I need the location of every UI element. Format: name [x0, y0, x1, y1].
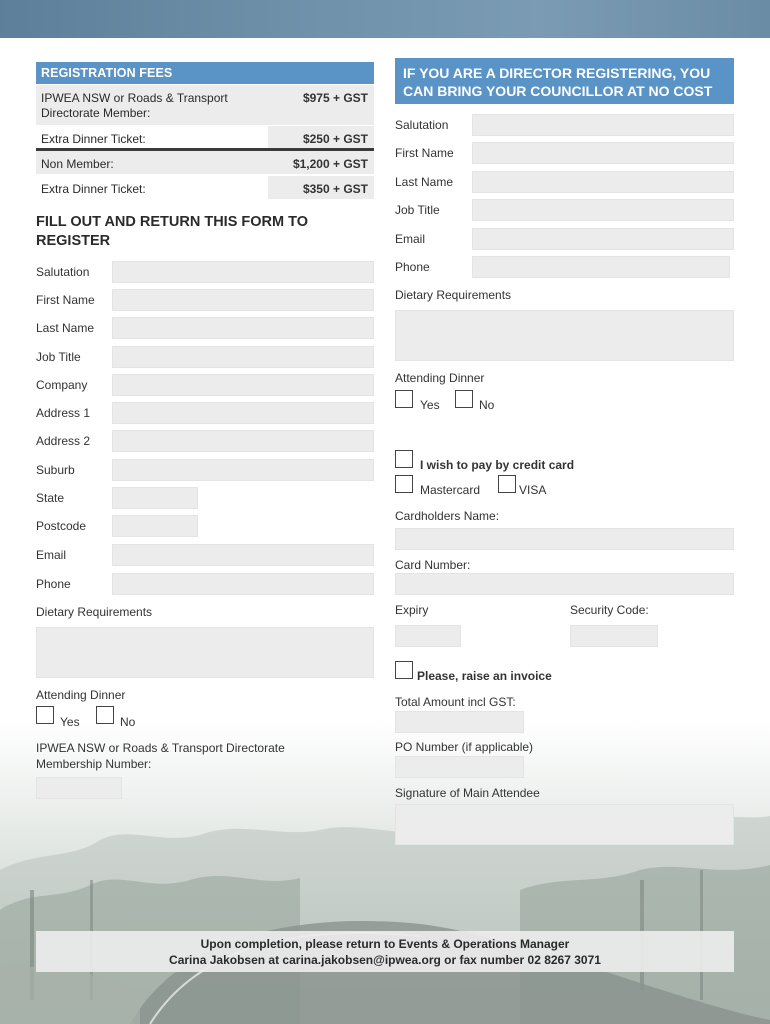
address2-input[interactable] [112, 430, 374, 452]
fee-row-non-member [36, 151, 374, 174]
total-amount-label: Total Amount incl GST: [395, 695, 516, 709]
suburb-label: Suburb [36, 463, 75, 477]
director-first-name-label: First Name [395, 146, 454, 160]
credit-card-label: I wish to pay by credit card [420, 458, 575, 472]
salutation-label: Salutation [36, 265, 90, 279]
attending-yes-label: Yes [60, 715, 80, 729]
company-input[interactable] [112, 374, 374, 396]
director-attending-yes-label: Yes [420, 398, 440, 412]
membership-label: IPWEA NSW or Roads & Transport Directorate Membership Number: [36, 741, 285, 771]
attending-yes-checkbox[interactable] [36, 706, 54, 724]
security-code-input[interactable] [570, 625, 658, 647]
card-number-input[interactable] [395, 573, 734, 595]
director-header: IF YOU ARE A DIRECTOR REGISTERING, YOU CAN BRING YOUR COUNCILLOR AT NO COST [395, 58, 734, 104]
director-dietary-label: Dietary Requirements [395, 288, 512, 302]
phone-label: Phone [36, 577, 71, 591]
director-last-name-input[interactable] [472, 171, 734, 193]
cardholder-input[interactable] [395, 528, 734, 550]
suburb-input[interactable] [112, 459, 374, 481]
attending-dinner-label: Attending Dinner [36, 688, 126, 702]
fee-price: $975 + GST [268, 85, 374, 125]
visa-checkbox[interactable] [498, 475, 516, 493]
po-number-label: PO Number (if applicable) [395, 740, 534, 754]
state-input[interactable] [112, 487, 198, 509]
fee-price: $1,200 + GST [268, 151, 374, 174]
po-number-input[interactable] [395, 756, 524, 778]
form-heading: FILL OUT AND RETURN THIS FORM TO REGISTER [36, 214, 308, 249]
footer-instructions [36, 931, 734, 972]
director-job-title-input[interactable] [472, 199, 734, 221]
invoice-checkbox[interactable] [395, 661, 413, 679]
fee-row-extra-dinner-member [36, 126, 374, 148]
attending-no-checkbox[interactable] [96, 706, 114, 724]
address1-label: Address 1 [36, 406, 91, 420]
director-attending-yes-checkbox[interactable] [395, 390, 413, 408]
fee-name: Extra Dinner Ticket: [41, 182, 146, 196]
fee-price: $350 + GST [268, 176, 374, 199]
postcode-input[interactable] [112, 515, 198, 537]
email-input[interactable] [112, 544, 374, 566]
state-label: State [36, 491, 65, 505]
director-attending-no-label: No [479, 398, 495, 412]
security-code-label: Security Code: [570, 603, 649, 617]
dietary-textarea[interactable] [36, 627, 374, 678]
first-name-input[interactable] [112, 289, 374, 311]
director-job-title-label: Job Title [395, 203, 440, 217]
credit-card-checkbox[interactable] [395, 450, 413, 468]
director-email-label: Email [395, 232, 426, 246]
dietary-label: Dietary Requirements [36, 605, 153, 619]
director-phone-label: Phone [395, 260, 430, 274]
last-name-label: Last Name [36, 321, 95, 335]
mastercard-checkbox[interactable] [395, 475, 413, 493]
email-label: Email [36, 548, 67, 562]
fee-name: Non Member: [36, 151, 268, 174]
director-attending-no-checkbox[interactable] [455, 390, 473, 408]
director-salutation-label: Salutation [395, 118, 449, 132]
cardholder-label: Cardholders Name: [395, 509, 500, 523]
postcode-label: Postcode [36, 519, 87, 533]
address2-label: Address 2 [36, 434, 91, 448]
salutation-input[interactable] [112, 261, 374, 283]
expiry-label: Expiry [395, 603, 429, 617]
header-banner [0, 0, 770, 38]
first-name-label: First Name [36, 293, 95, 307]
fee-name: Extra Dinner Ticket: [41, 132, 146, 146]
job-title-label: Job Title [36, 350, 81, 364]
fee-name: IPWEA NSW or Roads & Transport Directorate Member: [36, 85, 268, 125]
job-title-input[interactable] [112, 346, 374, 368]
phone-input[interactable] [112, 573, 374, 595]
footer-line-1: Upon completion, please return to Events & Operations Manager [200, 937, 570, 951]
registration-fees-header: REGISTRATION FEES [36, 62, 374, 84]
visa-label: VISA [519, 483, 547, 497]
membership-input[interactable] [36, 777, 122, 799]
director-first-name-input[interactable] [472, 142, 734, 164]
total-amount-input[interactable] [395, 711, 524, 733]
footer-line-2: Carina Jakobsen at carina.jakobsen@ipwea.org or fax number 02 8267 3071 [169, 953, 601, 967]
invoice-label: Please, raise an invoice [417, 669, 552, 683]
signature-label: Signature of Main Attendee [395, 786, 540, 800]
director-dietary-textarea[interactable] [395, 310, 734, 361]
director-email-input[interactable] [472, 228, 734, 250]
fee-row-member [36, 85, 374, 125]
expiry-input[interactable] [395, 625, 461, 647]
director-phone-input[interactable] [472, 256, 730, 278]
director-last-name-label: Last Name [395, 175, 454, 189]
mastercard-label: Mastercard [420, 483, 481, 497]
director-salutation-input[interactable] [472, 114, 734, 136]
address1-input[interactable] [112, 402, 374, 424]
attending-no-label: No [120, 715, 136, 729]
card-number-label: Card Number: [395, 558, 471, 572]
director-attending-label: Attending Dinner [395, 371, 485, 385]
fee-price: $250 + GST [268, 126, 374, 148]
company-label: Company [36, 378, 88, 392]
fee-row-extra-dinner-non-member [36, 176, 374, 199]
last-name-input[interactable] [112, 317, 374, 339]
signature-input[interactable] [395, 804, 734, 845]
